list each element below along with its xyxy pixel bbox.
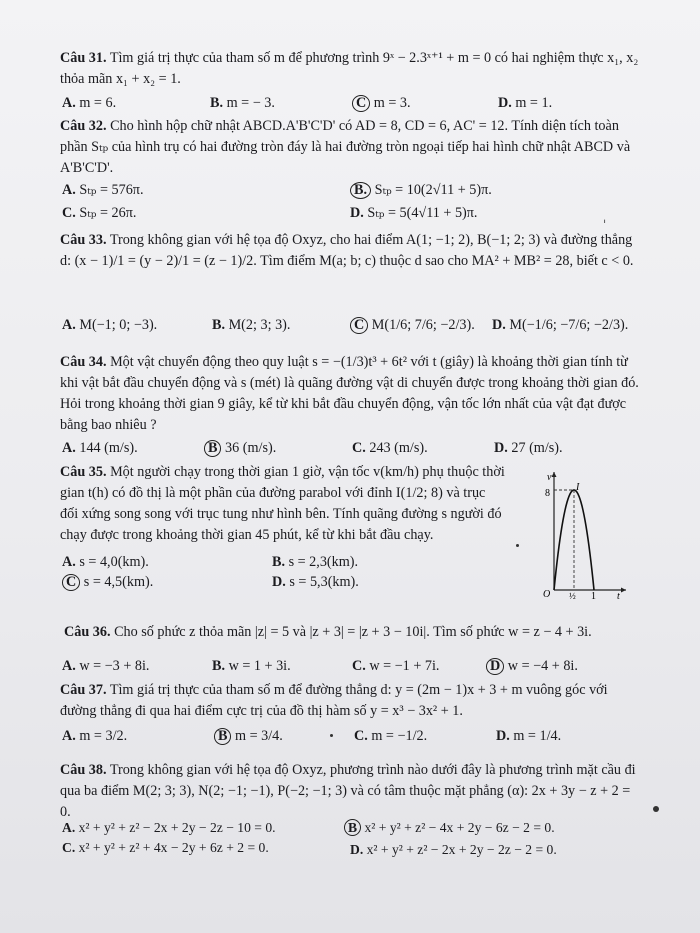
option-c-circled[interactable]: C m = 3. — [352, 93, 411, 113]
question-number: Câu 37. — [60, 682, 107, 698]
pen-dot-mark — [330, 734, 333, 737]
option-d-circled[interactable]: D w = −4 + 8i. — [486, 656, 578, 676]
circled-answer-mark: B — [214, 728, 231, 745]
pen-stroke-mark: ˌ — [603, 210, 607, 224]
option-d[interactable]: D. M(−1/6; −7/6; −2/3). — [492, 317, 629, 333]
question-text: Trong không gian với hệ tọa độ Oxyz, cho hai điểm A(1; −1; 2), B(−1; 2; 3) và đường thẳng d: (x − 1)/1 = (y − 2)/1 = (z − 1)/2. Tìm điểm M(a; b; c) thuộc d sao cho MA² + MB² = 28, biết c < 0. — [60, 232, 634, 269]
option-d[interactable]: D. m = 1/4. — [496, 728, 562, 744]
option-a[interactable]: A. 144 (m/s). — [62, 440, 138, 456]
circled-answer-mark: C — [350, 317, 368, 334]
circled-answer-mark: B — [204, 440, 221, 457]
question-31 — [60, 48, 640, 90]
question-number: Câu 38. — [60, 762, 107, 778]
option-c-circled[interactable]: C s = 4,5(km). — [62, 572, 153, 592]
question-36 — [60, 622, 640, 643]
option-b[interactable]: B. M(2; 3; 3). — [212, 317, 291, 333]
option-b[interactable]: B. w = 1 + 3i. — [212, 658, 291, 674]
option-b-circled[interactable]: B x² + y² + z² − 4x + 2y − 6z − 2 = 0. — [344, 818, 555, 838]
circled-answer-mark: B. — [350, 182, 371, 199]
option-b[interactable]: B. s = 2,3(km). — [272, 554, 359, 570]
question-text: Cho hình hộp chữ nhật ABCD.A'B'C'D' có AD = 8, CD = 6, AC' = 12. Tính diện tích toàn phần Sₜₚ của hình trụ có hai đường tròn đáy là hai đường tròn ngoại tiếp hai hình chữ nhật ABCD và A'B'C'D'. — [60, 118, 631, 176]
v-axis-arrow — [552, 472, 557, 477]
option-a[interactable]: A. w = −3 + 8i. — [62, 658, 150, 674]
tick-half: ½ — [569, 591, 576, 600]
option-a[interactable]: A. m = 6. — [62, 95, 117, 111]
circled-answer-mark: C — [62, 574, 80, 591]
question-number: Câu 33. — [60, 232, 107, 248]
question-number: Câu 36. — [64, 624, 111, 640]
question-text: Một vật chuyển động theo quy luật s = −(1/3)t³ + 6t² với t (giây) là khoảng thời gian tính từ khi vật bắt đầu chuyển động và s (mét) là quãng đường vật di chuyển được trong khoảng thời gian đó. Hỏi trong khoảng thời gian 9 giây, kể từ khi bắt đầu chuyển động, vận tốc lớn nhất của vật đạt được bằng bao nhiêu ? — [60, 354, 639, 433]
question-text: Cho số phức z thỏa mãn |z| = 5 và |z + 3| = |z + 3 − 10i|. Tìm số phức w = z − 4 + 3i. — [114, 624, 592, 640]
t-axis-label: t — [617, 591, 620, 600]
question-35 — [60, 462, 505, 546]
option-c[interactable]: C. m = −1/2. — [354, 728, 428, 744]
circled-answer-mark: C — [352, 95, 370, 112]
question-37 — [60, 680, 640, 722]
question-38 — [60, 760, 640, 823]
question-number: Câu 34. — [60, 354, 107, 370]
circled-answer-mark: B — [344, 819, 361, 836]
question-text: Trong không gian với hệ tọa độ Oxyz, phương trình nào dưới đây là phương trình mặt cầu đi qua ba điểm M(2; 3; 3), N(2; −1; −1), P(−2; −1; 3) và có tâm thuộc mặt phẳng (α): 2x + 3y − z + 2 = 0. — [60, 762, 636, 820]
question-32 — [60, 116, 640, 179]
option-a[interactable]: A. m = 3/2. — [62, 728, 128, 744]
pen-dot-mark — [516, 544, 519, 547]
tick-eight: 8 — [545, 488, 550, 499]
t-axis-arrow — [621, 588, 626, 593]
option-a[interactable]: A. M(−1; 0; −3). — [62, 317, 158, 333]
option-d[interactable]: D. m = 1. — [498, 95, 553, 111]
option-b-circled[interactable]: B. Sₜₚ = 10(2√11 + 5)π. — [350, 180, 492, 200]
option-c[interactable]: C. x² + y² + z² + 4x − 2y + 6z + 2 = 0. — [62, 840, 269, 855]
vertex-label: I — [576, 482, 580, 493]
option-a[interactable]: A. s = 4,0(km). — [62, 554, 149, 570]
question-text: Tìm giá trị thực của tham số m để đường thẳng d: y = (2m − 1)x + 3 + m vuông góc với đường thẳng đi qua hai điểm cực trị của đồ thị hàm số y = x³ − 3x² + 1. — [60, 682, 608, 719]
option-c-circled[interactable]: C M(1/6; 7/6; −2/3). — [350, 315, 475, 335]
question-number: Câu 31. — [60, 50, 107, 66]
option-c[interactable]: C. 243 (m/s). — [352, 440, 428, 456]
pen-dot-mark — [653, 806, 659, 812]
option-a[interactable]: A. x² + y² + z² − 2x + 2y − 2z − 10 = 0. — [62, 820, 276, 835]
option-c[interactable]: C. Sₜₚ = 26π. — [62, 205, 137, 221]
handwritten-check-mark — [60, 636, 62, 637]
origin-label: O — [543, 589, 551, 600]
option-b[interactable]: B. m = − 3. — [210, 95, 275, 111]
v-axis-label: v — [547, 472, 552, 483]
question-text: Tìm giá trị thực của tham số m để phương trình 9ˣ − 2.3ˣ⁺¹ + m = 0 có hai nghiệm thực x₁, x₂ thỏa mãn x₁ + x₂ = 1. — [60, 50, 639, 87]
question-number: Câu 32. — [60, 118, 107, 134]
question-text: Một người chạy trong thời gian 1 giờ, vận tốc v(km/h) phụ thuộc thời gian t(h) có đồ thị là một phần của đường parabol với đỉnh I(1/2; 8) và trục đối xứng song song với trục tung như hình bên. Tính quãng đường s người đó chạy được trong khoảng thời gian 45 phút, kể từ khi bắt đầu chạy. — [60, 464, 505, 543]
option-d[interactable]: D. 27 (m/s). — [494, 440, 563, 456]
option-b-circled[interactable]: B m = 3/4. — [214, 726, 283, 746]
velocity-parabola-graph — [538, 468, 630, 600]
question-number: Câu 35. — [60, 464, 107, 480]
option-d[interactable]: D. s = 5,3(km). — [272, 574, 359, 590]
option-c[interactable]: C. w = −1 + 7i. — [352, 658, 440, 674]
circled-answer-mark: D — [486, 658, 504, 675]
option-d[interactable]: D. Sₜₚ = 5(4√11 + 5)π. — [350, 205, 478, 221]
option-d[interactable]: D. x² + y² + z² − 2x + 2y − 2z − 2 = 0. — [350, 842, 557, 857]
option-a[interactable]: A. Sₜₚ = 576π. — [62, 182, 144, 198]
tick-one: 1 — [591, 591, 596, 600]
question-33 — [60, 230, 640, 272]
option-b-circled[interactable]: B 36 (m/s). — [204, 438, 276, 458]
question-34 — [60, 352, 640, 436]
